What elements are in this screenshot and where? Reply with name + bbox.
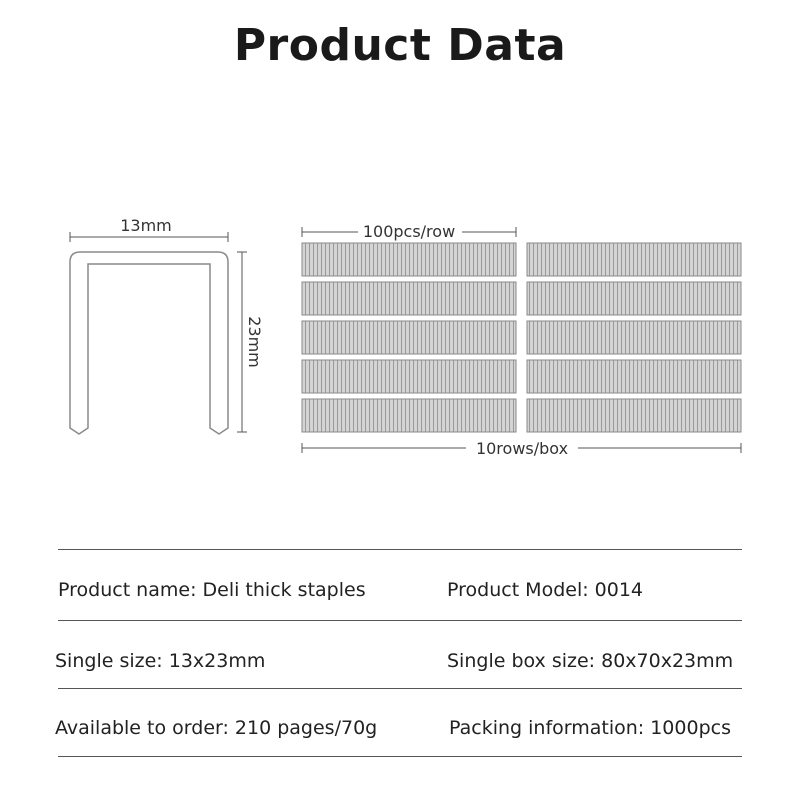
single-box-size: Single box size: 80x70x23mm [447,650,734,672]
staple-height-label: 23mm [245,316,264,368]
staple-outline [70,252,228,434]
product-name: Product name: Deli thick staples [58,579,366,601]
strip-left-4 [302,360,516,393]
strip-left-5 [302,399,516,432]
packing-information: Packing information: 1000pcs [449,717,731,739]
strip-right-1 [527,243,741,276]
divider [58,549,742,550]
box-count-label: 10rows/box [475,439,569,458]
divider [58,756,742,757]
strip-right-3 [527,321,741,354]
available-to-order: Available to order: 210 pages/70g [55,717,378,739]
strip-left-3 [302,321,516,354]
box-count-dimension [302,439,741,458]
strip-left-1 [302,243,516,276]
divider [58,688,742,689]
divider [58,620,742,621]
strip-left-2 [302,282,516,315]
row-count-label: 100pcs/row [362,222,456,241]
strip-right-4 [527,360,741,393]
staple-width-label: 13mm [120,216,172,235]
strip-right-2 [527,282,741,315]
page-title: Product Data [233,20,567,71]
staple-strips [302,243,741,432]
staple-height-dimension [237,252,264,432]
row-count-dimension [302,222,516,241]
single-size: Single size: 13x23mm [55,650,266,672]
strip-right-5 [527,399,741,432]
product-model: Product Model: 0014 [447,579,644,601]
staple-width-dimension [70,216,228,242]
